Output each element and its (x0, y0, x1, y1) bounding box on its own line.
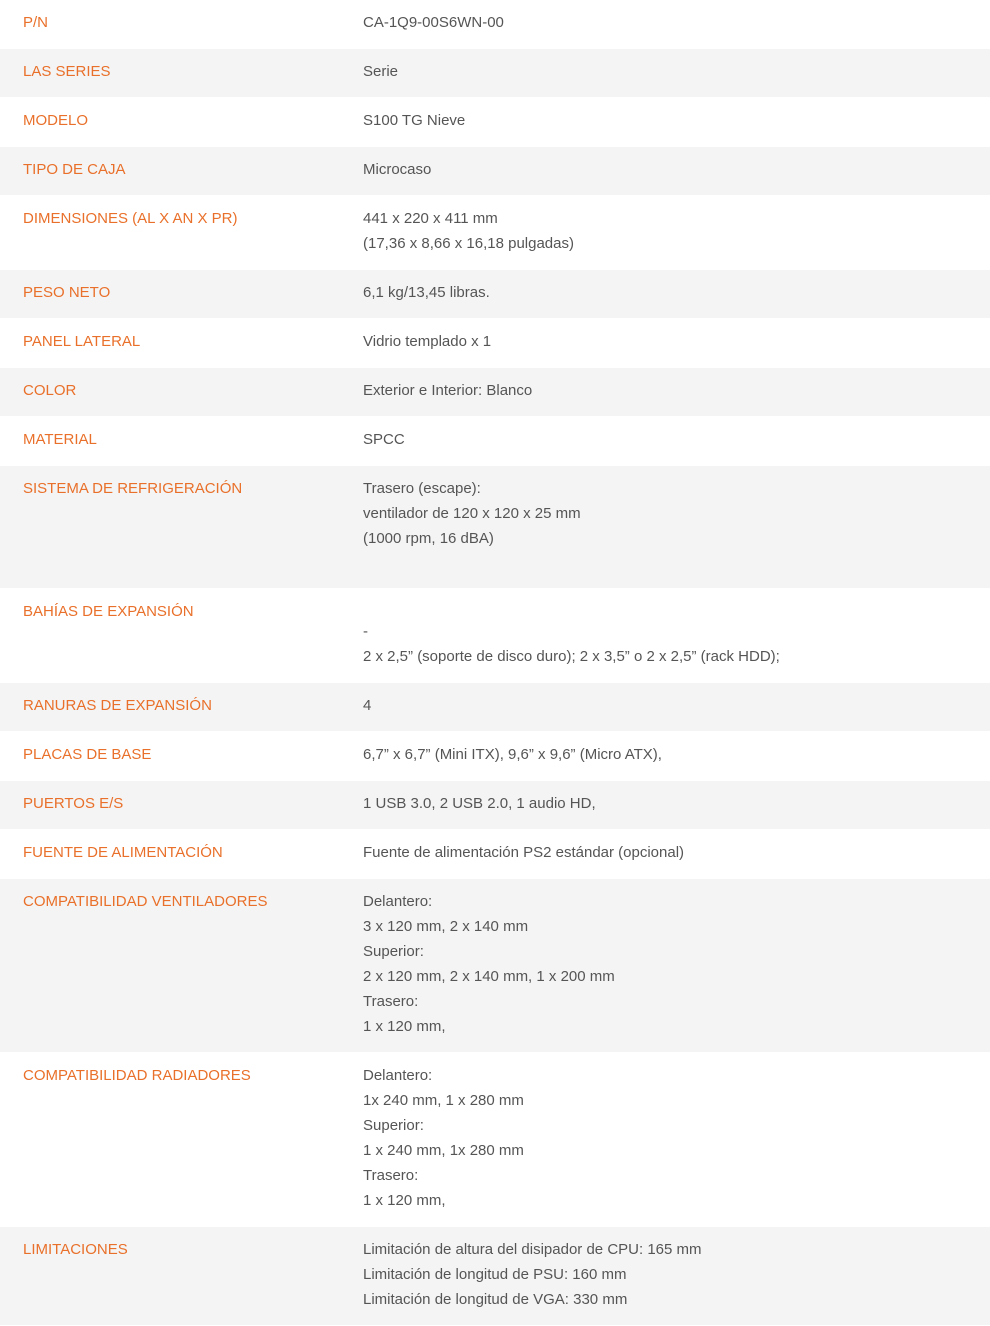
spec-row (0, 830, 990, 879)
spec-row (0, 683, 990, 732)
spec-value-line: Trasero: (363, 993, 419, 1010)
spec-label: COLOR (23, 382, 77, 399)
spec-row (0, 196, 990, 270)
spec-label: P/N (23, 14, 49, 31)
spec-label: COMPATIBILIDAD RADIADORES (23, 1067, 251, 1084)
spec-row (0, 1227, 990, 1326)
spec-value-line: SPCC (363, 431, 405, 448)
spec-value-line: Vidrio templado x 1 (363, 333, 492, 350)
spec-value-line: 1 x 120 mm, (363, 1018, 446, 1035)
spec-value (363, 840, 990, 865)
spec-row (0, 732, 990, 781)
spec-value (363, 742, 990, 767)
spec-value-line: Exterior e Interior: Blanco (363, 382, 533, 399)
spec-value (363, 59, 990, 84)
spec-value-line: 4 (363, 697, 372, 714)
spec-value (363, 329, 990, 354)
spec-value-line: 6,1 kg/13,45 libras. (363, 284, 490, 301)
spec-label: BAHÍAS DE EXPANSIÓN (23, 603, 194, 620)
spec-value-line: Trasero: (363, 1167, 419, 1184)
spec-value-line: Delantero: (363, 893, 433, 910)
spec-value-line: Superior: (363, 943, 424, 960)
spec-row (0, 879, 990, 1053)
spec-row (0, 147, 990, 196)
spec-value-line: 1 USB 3.0, 2 USB 2.0, 1 audio HD, (363, 795, 596, 812)
spec-label: MATERIAL (23, 431, 97, 448)
spec-value-line: 441 x 220 x 411 mm (363, 210, 498, 227)
spec-value-line: - (363, 623, 368, 640)
spec-label: PLACAS DE BASE (23, 746, 152, 763)
spec-row (0, 589, 990, 683)
spec-row (0, 466, 990, 589)
spec-label: MODELO (23, 112, 89, 129)
spec-row (0, 98, 990, 147)
spec-value (363, 378, 990, 403)
spec-label: FUENTE DE ALIMENTACIÓN (23, 844, 223, 861)
spec-value-line: (17,36 x 8,66 x 16,18 pulgadas) (363, 235, 574, 252)
spec-label: COMPATIBILIDAD VENTILADORES (23, 893, 268, 910)
spec-row (0, 781, 990, 830)
spec-value-line: S100 TG Nieve (363, 112, 466, 129)
spec-value-line: Trasero (escape): (363, 480, 481, 497)
spec-label: RANURAS DE EXPANSIÓN (23, 697, 212, 714)
spec-value-line: 2 x 2,5” (soporte de disco duro); 2 x 3,5” o 2 x 2,5” (rack HDD); (363, 648, 780, 665)
spec-value-line: Superior: (363, 1117, 424, 1134)
spec-row (0, 49, 990, 98)
spec-value-line: Serie (363, 63, 399, 80)
spec-row (0, 0, 990, 49)
spec-value (363, 108, 990, 133)
spec-value (363, 10, 990, 35)
spec-value-line: 2 x 120 mm, 2 x 140 mm, 1 x 200 mm (363, 968, 615, 985)
spec-row (0, 1053, 990, 1227)
spec-row (0, 270, 990, 319)
spec-row (0, 417, 990, 466)
spec-value (363, 791, 990, 816)
spec-label: PUERTOS E/S (23, 795, 124, 812)
spec-value-line: 1 x 120 mm, (363, 1192, 446, 1209)
spec-value (363, 1237, 990, 1312)
spec-label: LAS SERIES (23, 63, 111, 80)
spec-label: LIMITACIONES (23, 1241, 128, 1258)
spec-value-line: Limitación de altura del disipador de CPU: 165 mm (363, 1241, 702, 1258)
spec-label: DIMENSIONES (AL X AN X PR) (23, 210, 238, 227)
spec-value (363, 889, 990, 1039)
spec-value-line: 1x 240 mm, 1 x 280 mm (363, 1092, 524, 1109)
spec-value-line: (1000 rpm, 16 dBA) (363, 530, 494, 547)
spec-row (0, 319, 990, 368)
spec-value-line: Delantero: (363, 1067, 433, 1084)
spec-value (363, 1063, 990, 1213)
spec-row (0, 368, 990, 417)
spec-label: PESO NETO (23, 284, 111, 301)
spec-value (363, 206, 990, 256)
spec-value (363, 157, 990, 182)
spec-value-line: Limitación de longitud de PSU: 160 mm (363, 1266, 627, 1283)
spec-label: PANEL LATERAL (23, 333, 141, 350)
spec-value-line: Fuente de alimentación PS2 estándar (opcional) (363, 844, 685, 861)
spec-value-line: Limitación de longitud de VGA: 330 mm (363, 1291, 628, 1308)
spec-value-line: Microcaso (363, 161, 432, 178)
spec-value (363, 476, 990, 551)
spec-value (363, 693, 990, 718)
spec-value (363, 619, 990, 669)
spec-value-line: 1 x 240 mm, 1x 280 mm (363, 1142, 524, 1159)
spec-value (363, 427, 990, 452)
spec-label: TIPO DE CAJA (23, 161, 126, 178)
spec-value (363, 280, 990, 305)
spec-value-line: 3 x 120 mm, 2 x 140 mm (363, 918, 529, 935)
spec-value-line: CA-1Q9-00S6WN-00 (363, 14, 504, 31)
spec-value-line: ventilador de 120 x 120 x 25 mm (363, 505, 581, 522)
spec-label: SISTEMA DE REFRIGERACIÓN (23, 480, 243, 497)
spec-value-line: 6,7” x 6,7” (Mini ITX), 9,6” x 9,6” (Micro ATX), (363, 746, 662, 763)
